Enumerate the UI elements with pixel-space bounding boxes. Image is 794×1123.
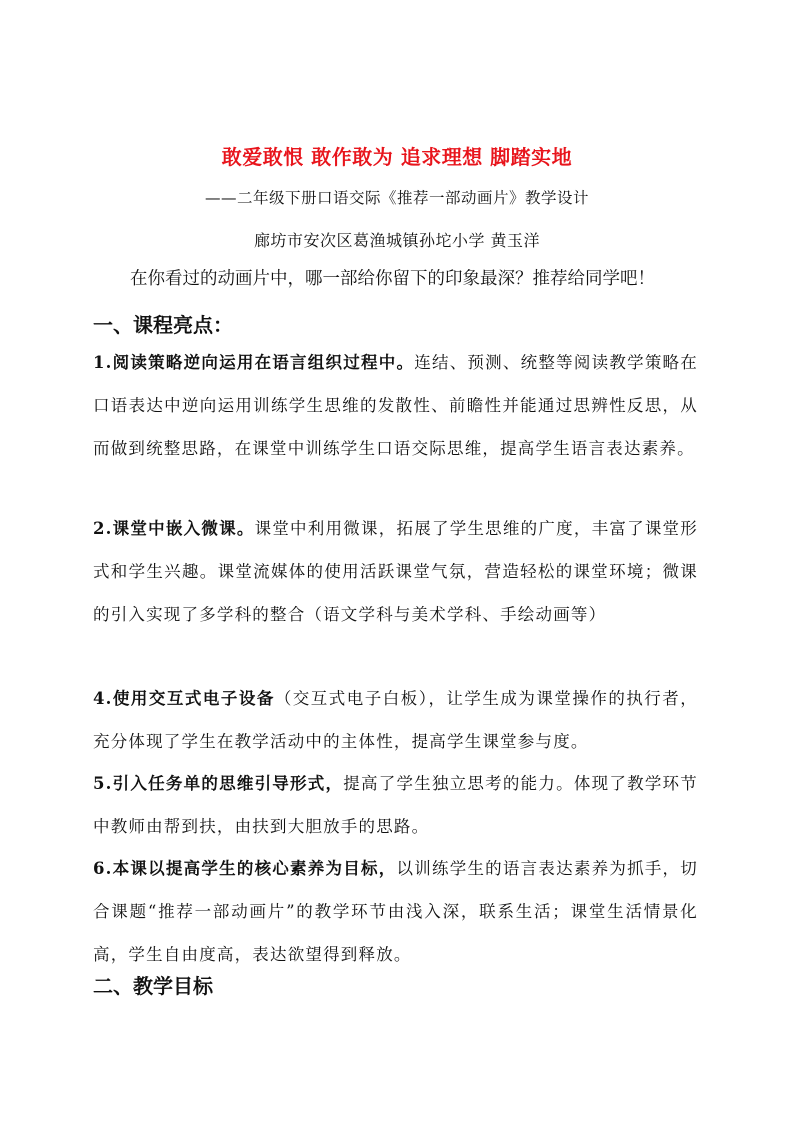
highlight-item-4-lead: 4.使用交互式电子设备	[93, 689, 275, 708]
author-line: 廊坊市安次区葛渔城镇孙坨小学 黄玉洋	[253, 231, 541, 250]
highlight-item-6	[93, 847, 698, 976]
highlight-item-1-body: 连结、预测、统整等阅读教学策略在口语表达中逆向运用训练学生思维的发散性、前瞻性并能通过思辨性反思，从而做到统整思路，在课堂中训练学生口语交际思维，提高学生语言表达素养。	[93, 353, 698, 458]
section-heading-highlights: 一、课程亮点：	[93, 313, 233, 337]
intro-prompt: 在你看过的动画片中，哪一部给你留下的印象最深？推荐给同学吧！	[130, 269, 655, 289]
highlight-item-6-lead: 6.本课以提高学生的核心素养为目标，	[93, 859, 397, 878]
highlight-item-2-body: 课堂中利用微课，拓展了学生思维的广度，丰富了课堂形式和学生兴趣。课堂流媒体的使用活跃课堂气氛，营造轻松的课堂环境；微课的引入实现了多学科的整合（语文学科与美术学科、手绘动画等）	[93, 519, 698, 624]
highlight-item-4-body: （交互式电子白板），让学生成为课堂操作的执行者，充分体现了学生在教学活动中的主体性，提高学生课堂参与度。	[93, 689, 698, 751]
document-subtitle: ——二年级下册口语交际《推荐一部动画片》教学设计	[204, 189, 589, 207]
highlight-item-4	[93, 677, 698, 763]
section-heading-objectives: 二、教学目标	[93, 974, 213, 998]
highlight-item-5	[93, 762, 698, 848]
highlight-item-2	[93, 507, 698, 636]
highlight-item-1	[93, 341, 698, 470]
highlight-item-1-lead: 1.阅读策略逆向运用在语言组织过程中。	[93, 353, 415, 372]
highlight-item-5-body: 提高了学生独立思考的能力。体现了教学环节中教师由帮到扶，由扶到大胆放手的思路。	[93, 774, 698, 836]
document-title: 敢爱敢恨 敢作敢为 追求理想 脚踏实地	[221, 145, 573, 169]
highlight-item-6-body: 以训练学生的语言表达素养为抓手，切合课题“推荐一部动画片”的教学环节由浅入深，联系生活；课堂生活情景化高，学生自由度高，表达欲望得到释放。	[93, 859, 698, 964]
highlight-item-5-lead: 5.引入任务单的思维引导形式，	[93, 774, 344, 793]
highlight-item-2-lead: 2.课堂中嵌入微课。	[93, 519, 255, 538]
